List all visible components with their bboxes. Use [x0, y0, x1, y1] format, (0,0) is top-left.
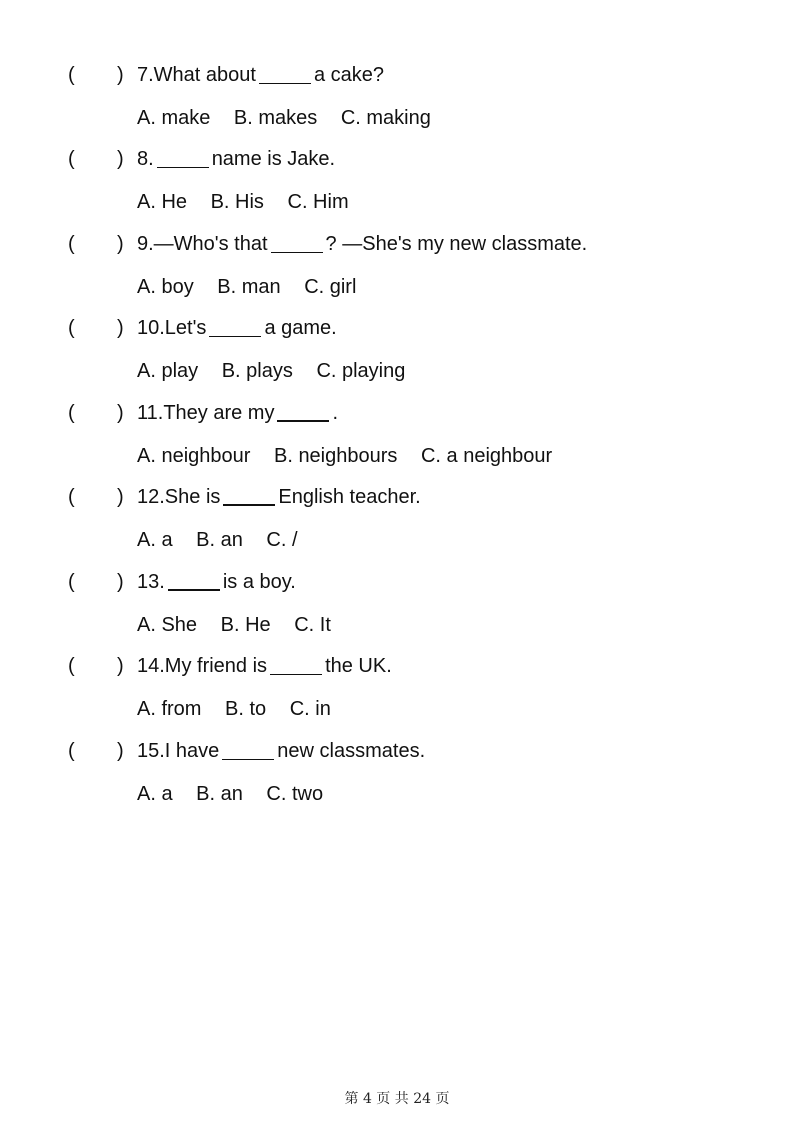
- question-14: [0, 651, 794, 735]
- question-13-options: [137, 610, 349, 640]
- option-a: A. make: [137, 107, 211, 129]
- question-stem-suffix: a cake?: [313, 64, 385, 86]
- question-stem-prefix: 7.What about: [137, 64, 256, 86]
- option-a: A. boy: [137, 276, 194, 298]
- option-c: C. two: [266, 783, 324, 805]
- question-8: [0, 144, 794, 228]
- question-7: [0, 60, 794, 144]
- question-9-options: [137, 272, 374, 302]
- answer-blank: [270, 654, 322, 675]
- page-footer: [0, 1088, 794, 1108]
- answer-blank: [222, 739, 274, 760]
- question-stem-suffix: name is Jake.: [211, 148, 336, 170]
- answer-paren-open: (: [68, 571, 75, 593]
- option-c: C. playing: [316, 360, 406, 382]
- answer-blank: [277, 400, 329, 422]
- question-13-text: [137, 567, 296, 597]
- question-11-options: [137, 441, 570, 471]
- option-a: A. from: [137, 698, 202, 720]
- question-14-options: [137, 694, 349, 724]
- answer-paren-close: ): [117, 148, 124, 170]
- option-a: A. She: [137, 614, 198, 636]
- answer-paren-open: (: [68, 402, 75, 424]
- answer-paren-close: ): [117, 317, 124, 339]
- option-b: B. to: [225, 698, 267, 720]
- option-a: A. play: [137, 360, 199, 382]
- option-c: C. girl: [304, 276, 357, 298]
- question-stem-suffix: a game.: [264, 317, 337, 339]
- answer-paren-close: ): [117, 64, 124, 86]
- question-13: [0, 567, 794, 651]
- question-stem-suffix: ? —She's my new classmate.: [325, 233, 588, 255]
- question-9: [0, 229, 794, 313]
- question-stem-suffix: the UK.: [325, 655, 392, 677]
- question-8-text: [137, 144, 335, 174]
- option-c: C. Him: [287, 191, 349, 213]
- option-c: C. a neighbour: [420, 445, 553, 467]
- option-a: A. a: [137, 783, 173, 805]
- answer-paren-open: (: [68, 64, 75, 86]
- option-b: B. makes: [233, 107, 318, 129]
- question-stem-prefix: 8.: [137, 148, 154, 170]
- option-b: B. an: [196, 529, 243, 551]
- option-c: C. It: [294, 614, 331, 636]
- question-stem-suffix: new classmates.: [277, 740, 426, 762]
- question-stem-suffix: .: [332, 402, 339, 424]
- option-a: A. He: [137, 191, 188, 213]
- page-number-label: 第 4 页 共 24 页: [344, 1091, 450, 1107]
- question-stem-prefix: 14.My friend is: [137, 655, 268, 677]
- question-10-options: [137, 356, 423, 386]
- answer-paren-open: (: [68, 148, 75, 170]
- question-stem-prefix: 12.She is: [137, 486, 221, 508]
- answer-paren-open: (: [68, 655, 75, 677]
- question-stem-prefix: 13.: [137, 571, 165, 593]
- question-stem-prefix: 15.I have: [137, 740, 220, 762]
- answer-blank: [259, 63, 311, 84]
- question-9-text: [137, 229, 587, 259]
- option-a: A. a: [137, 529, 173, 551]
- answer-blank: [168, 569, 220, 591]
- answer-paren-open: (: [68, 317, 75, 339]
- question-12-text: [137, 482, 421, 512]
- question-7-text: [137, 60, 384, 90]
- question-11-text: [137, 398, 338, 428]
- question-stem-prefix: 10.Let's: [137, 317, 207, 339]
- option-b: B. an: [196, 783, 243, 805]
- question-7-options: [137, 103, 449, 133]
- answer-paren-close: ): [117, 233, 124, 255]
- option-b: B. His: [210, 191, 264, 213]
- option-c: C. making: [340, 107, 431, 129]
- question-11: [0, 398, 794, 482]
- question-stem-prefix: 11.They are my: [137, 402, 275, 424]
- question-10: [0, 313, 794, 397]
- answer-paren-close: ): [117, 486, 124, 508]
- option-b: B. man: [217, 276, 281, 298]
- option-a: A. neighbour: [137, 445, 251, 467]
- option-b: B. neighbours: [273, 445, 398, 467]
- answer-blank: [271, 232, 323, 253]
- option-c: C. /: [266, 529, 298, 551]
- question-12-options: [137, 525, 316, 555]
- question-15: [0, 736, 794, 820]
- option-b: B. plays: [221, 360, 293, 382]
- option-b: B. He: [220, 614, 271, 636]
- answer-paren-close: ): [117, 740, 124, 762]
- question-15-text: [137, 736, 425, 766]
- answer-paren-close: ): [117, 402, 124, 424]
- answer-paren-open: (: [68, 233, 75, 255]
- answer-blank: [223, 484, 275, 506]
- question-12: [0, 482, 794, 566]
- question-stem-suffix: English teacher.: [278, 486, 421, 508]
- question-14-text: [137, 651, 392, 681]
- question-stem-suffix: is a boy.: [222, 571, 296, 593]
- answer-paren-close: ): [117, 571, 124, 593]
- answer-paren-open: (: [68, 740, 75, 762]
- question-stem-prefix: 9.—Who's that: [137, 233, 268, 255]
- question-10-text: [137, 313, 337, 343]
- answer-blank: [209, 316, 261, 337]
- answer-paren-close: ): [117, 655, 124, 677]
- option-c: C. in: [289, 698, 331, 720]
- question-8-options: [137, 187, 367, 217]
- answer-blank: [157, 147, 209, 168]
- answer-paren-open: (: [68, 486, 75, 508]
- question-15-options: [137, 779, 341, 809]
